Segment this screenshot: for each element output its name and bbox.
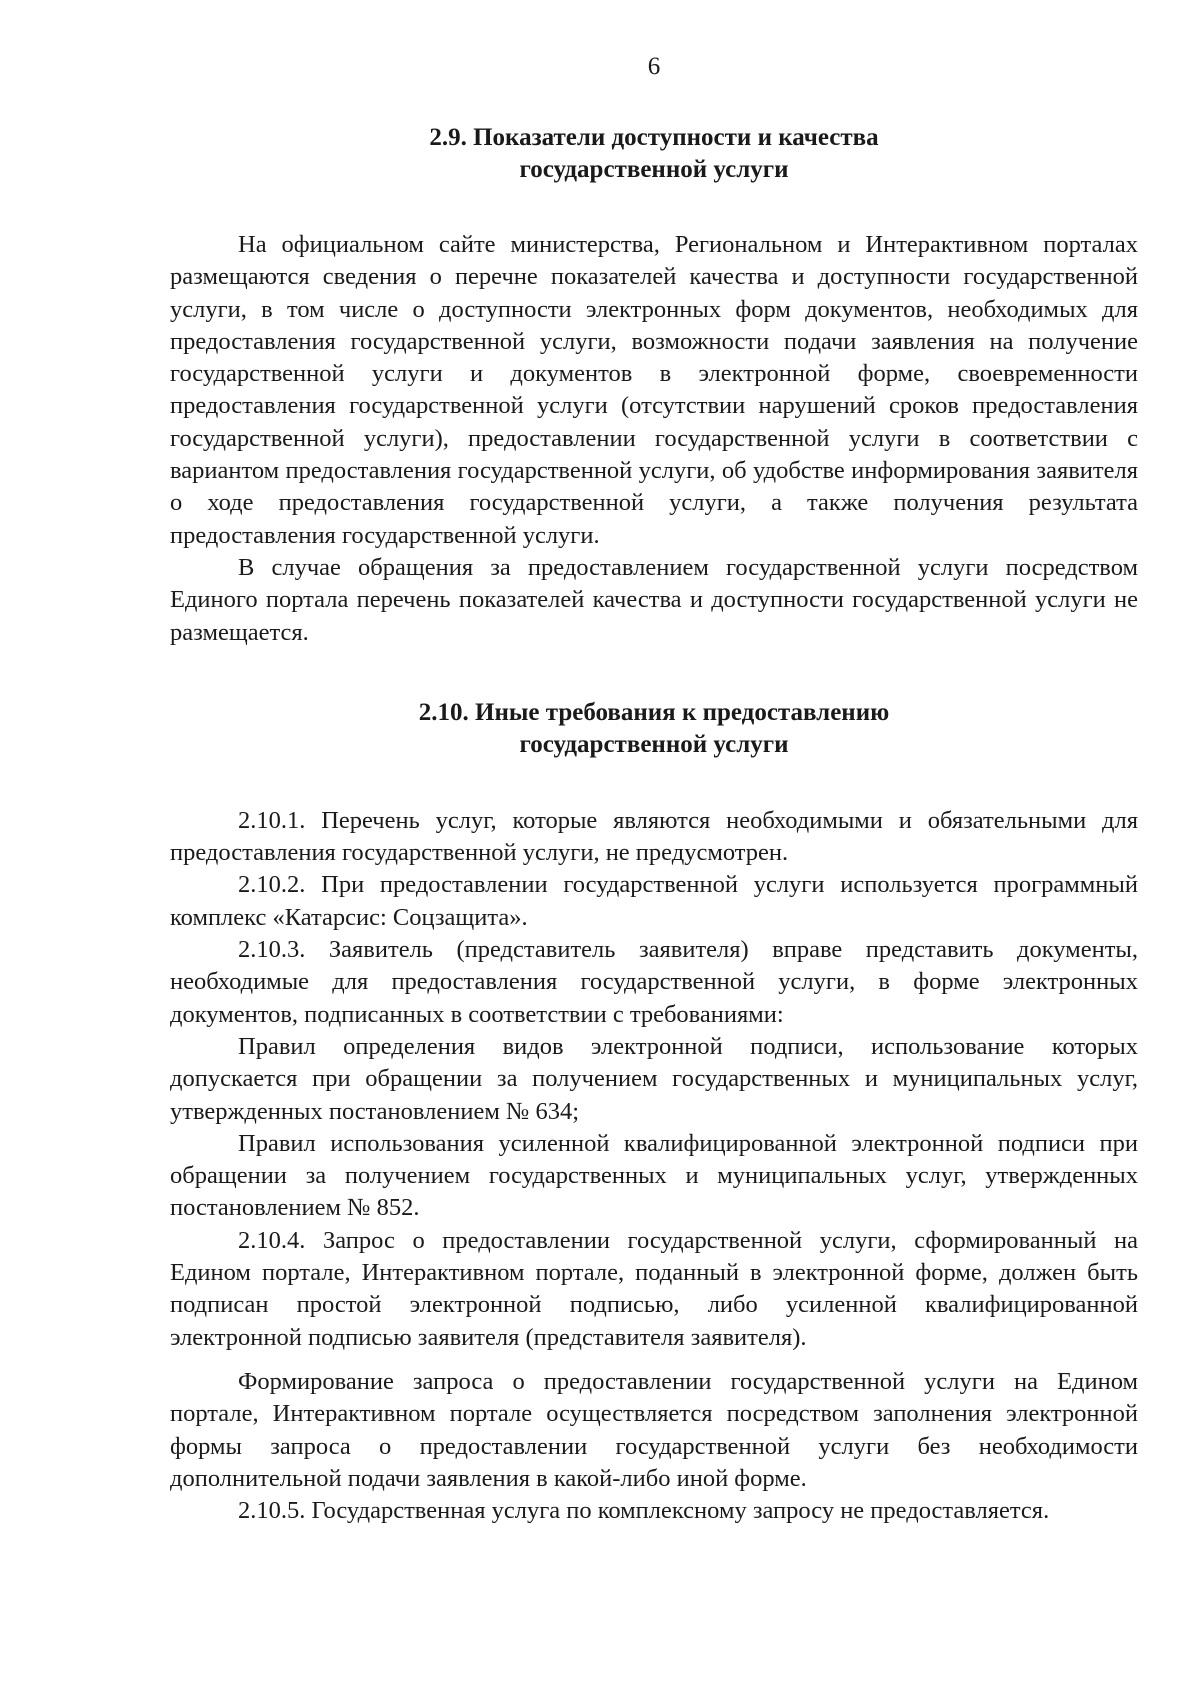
paragraph-rules-852: Правил использования усиленной квалифицированной электронной подписи при обращении за получением государственных и муниципальных услуг, утвержденных постановлением № 852.: [170, 1129, 1138, 1222]
paragraph: На официальном сайте министерства, Региональном и Интерактивном порталах размещаются сведения о перечне показателей качества и доступности государственной услуги, в том числе о доступности электронных форм документов, необходимых для предоставления государственной услуги, возможности подачи заявления на получение государственной услуги и документов в электронной форме, своевременности предоставления государственной услуги (отсутствии нарушений сроков предоставления государственной услуги), предоставлении государственной услуги в соответствии с вариантом предоставления государственной услуги, об удобстве информирования заявителя о ходе предоставления государственной услуги, а также получения результата предоставления государственной услуги.: [170, 231, 1138, 549]
section-title-line: 2.9. Показатели доступности и качества: [429, 124, 879, 151]
paragraph-2-10-2: 2.10.2. При предоставлении государственной услуги используется программный комплекс «Катарсис: Соцзащита».: [170, 871, 1138, 931]
paragraph: В случае обращения за предоставлением государственной услуги посредством Единого портала перечень показателей качества и доступности государственной услуги не размещается.: [170, 553, 1138, 646]
paragraph-rules-634: Правил определения видов электронной подписи, использование которых допускается при обращении за получением государственных и муниципальных услуг, утвержденных постановлением № 634;: [170, 1032, 1138, 1125]
paragraph-2-10-1: 2.10.1. Перечень услуг, которые являются необходимыми и обязательными для предоставления государственной услуги, не предусмотрен.: [170, 806, 1138, 867]
page-number: 6: [647, 53, 661, 80]
paragraph-2-10-3: 2.10.3. Заявитель (представитель заявителя) вправе представить документы, необходимые для предоставления государственной услуги, в форме электронных документов, подписанных в соответствии с требованиями:: [170, 936, 1138, 1028]
section-title-line: государственной услуги: [519, 156, 789, 183]
section-title-2-10: [170, 697, 1138, 761]
paragraph-2-10-5: 2.10.5. Государственная услуга по комплексному запросу не предоставляется.: [238, 1497, 1050, 1525]
section-title-2-9: [170, 122, 1138, 186]
section-title-line: государственной услуги: [519, 730, 789, 758]
section-title-line: 2.10. Иные требования к предоставлению: [418, 698, 890, 726]
paragraph-request-forming: Формирование запроса о предоставлении государственной услуги на Едином портале, Интерактивном портале осуществляется посредством заполнения электронной формы запроса о предоставлении государственной услуги без необходимости дополнительной подачи заявления в какой-либо иной форме.: [170, 1367, 1138, 1492]
paragraph-2-10-4: 2.10.4. Запрос о предоставлении государственной услуги, сформированный на Едином портале, Интерактивном портале, поданный в электронной форме, должен быть подписан простой электронной подписью, либо усиленной квалифицированной электронной подписью заявителя (представителя заявителя).: [170, 1226, 1138, 1351]
document-page: [170, 52, 1138, 1527]
